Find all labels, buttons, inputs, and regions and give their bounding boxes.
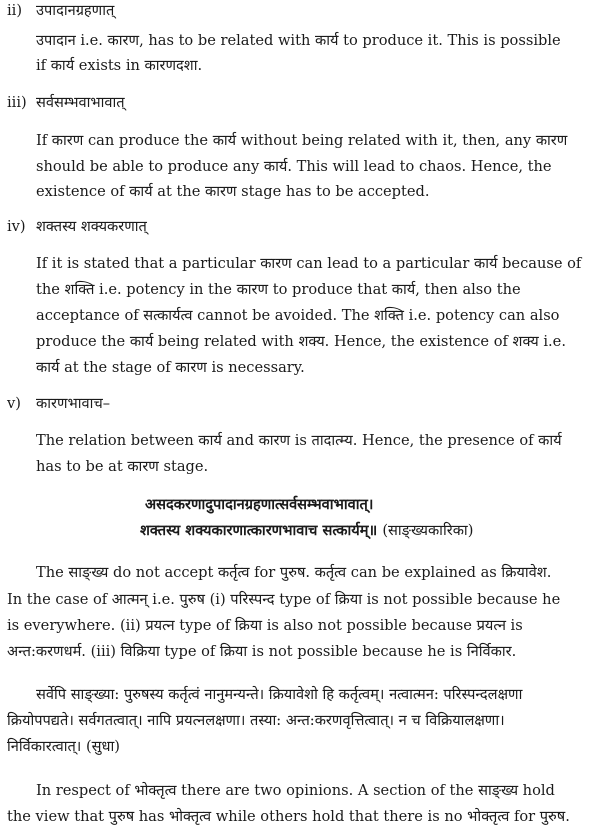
section-number: ii)	[7, 2, 23, 19]
sanskrit-line: क्रियोपपद्यते। सर्वगतत्वात्। नापि प्रयत्नलक्षणा। तस्या: अन्त:करणवृत्तित्वात्। न च विक्रियालक्षणा।	[7, 712, 505, 729]
sanskrit-line: सर्वेपि साङ्ख्या: पुरुषस्य कर्तृत्वं नानुमन्यन्ते। क्रियावेशो हि कर्तृत्वम्। नत्वात्मन: परिस्पन्दलक्षणा	[36, 686, 523, 703]
text-line: कार्य at the stage of कारण is necessary.	[36, 359, 305, 376]
section-heading	[7, 217, 147, 237]
text-line: In the case of आत्मन् i.e. पुरुष (i) परिस्पन्द type of क्रिया is not possible because he	[7, 591, 561, 608]
section-number: iv)	[7, 218, 26, 235]
section-number: v)	[7, 395, 21, 412]
section-title: उपादानग्रहणात्	[36, 2, 115, 19]
verse-text: शक्तस्य शक्यकारणात्कारणभावाच सत्कार्यम्॥	[140, 522, 378, 539]
text-line: In respect of भोक्तृत्व there are two opinions. A section of the साङ्ख्य hold	[36, 782, 555, 799]
section-title: कारणभावाच–	[36, 395, 111, 412]
text-line: The साङ्ख्य do not accept कर्तृत्व for पुरुष. कर्तृत्व can be explained as क्रियावेश.	[36, 564, 552, 581]
section-title: शक्तस्य शक्यकरणात्	[36, 218, 147, 235]
verse-line: असदकरणादुपादानग्रहणात्सर्वसम्भवाभावात्।	[145, 496, 374, 513]
text-line: the view that पुरुष has भोक्तृत्व while others hold that there is no भोक्तृत्व for पुरुष.	[7, 808, 570, 825]
verse-line	[140, 521, 473, 541]
text-line: produce the कार्य being related with शक्य. Hence, the existence of शक्य i.e.	[36, 333, 566, 350]
text-line: existence of कार्य at the कारण stage has to be accepted.	[36, 183, 430, 200]
text-line: is everywhere. (ii) प्रयत्न type of क्रिया is also not possible because प्रयत्न is	[7, 617, 523, 634]
text-line: If कारण can produce the कार्य without being related with it, then, any कारण	[36, 132, 568, 149]
text-line: If it is stated that a particular कारण can lead to a particular कार्य because of	[36, 255, 582, 272]
text-line: अन्त:करणधर्म. (iii) विक्रिया type of क्रिया is not possible because he is निर्विकार.	[7, 643, 517, 660]
section-heading	[7, 93, 125, 113]
text-line: The relation between कार्य and कारण is तादात्म्य. Hence, the presence of कार्य	[36, 432, 562, 449]
text-line: उपादान i.e. कारण, has to be related with कार्य to produce it. This is possible	[36, 32, 561, 49]
text-line: the शक्ति i.e. potency in the कारण to produce that कार्य, then also the	[36, 281, 521, 298]
text-line: acceptance of सत्कार्यत्व cannot be avoided. The शक्ति i.e. potency can also	[36, 307, 560, 324]
section-number: iii)	[7, 94, 27, 111]
text-line: if कार्य exists in कारणदशा.	[36, 57, 203, 74]
verse-source: (साङ्ख्यकारिका)	[382, 522, 474, 539]
section-heading	[7, 394, 110, 414]
sanskrit-line: निर्विकारत्वात्। (सुधा)	[7, 738, 120, 755]
text-line: has to be at कारण stage.	[36, 458, 209, 475]
section-heading	[7, 1, 114, 21]
text-line: should be able to produce any कार्य. This will lead to chaos. Hence, the	[36, 158, 552, 175]
section-title: सर्वसम्भवाभावात्	[36, 94, 125, 111]
